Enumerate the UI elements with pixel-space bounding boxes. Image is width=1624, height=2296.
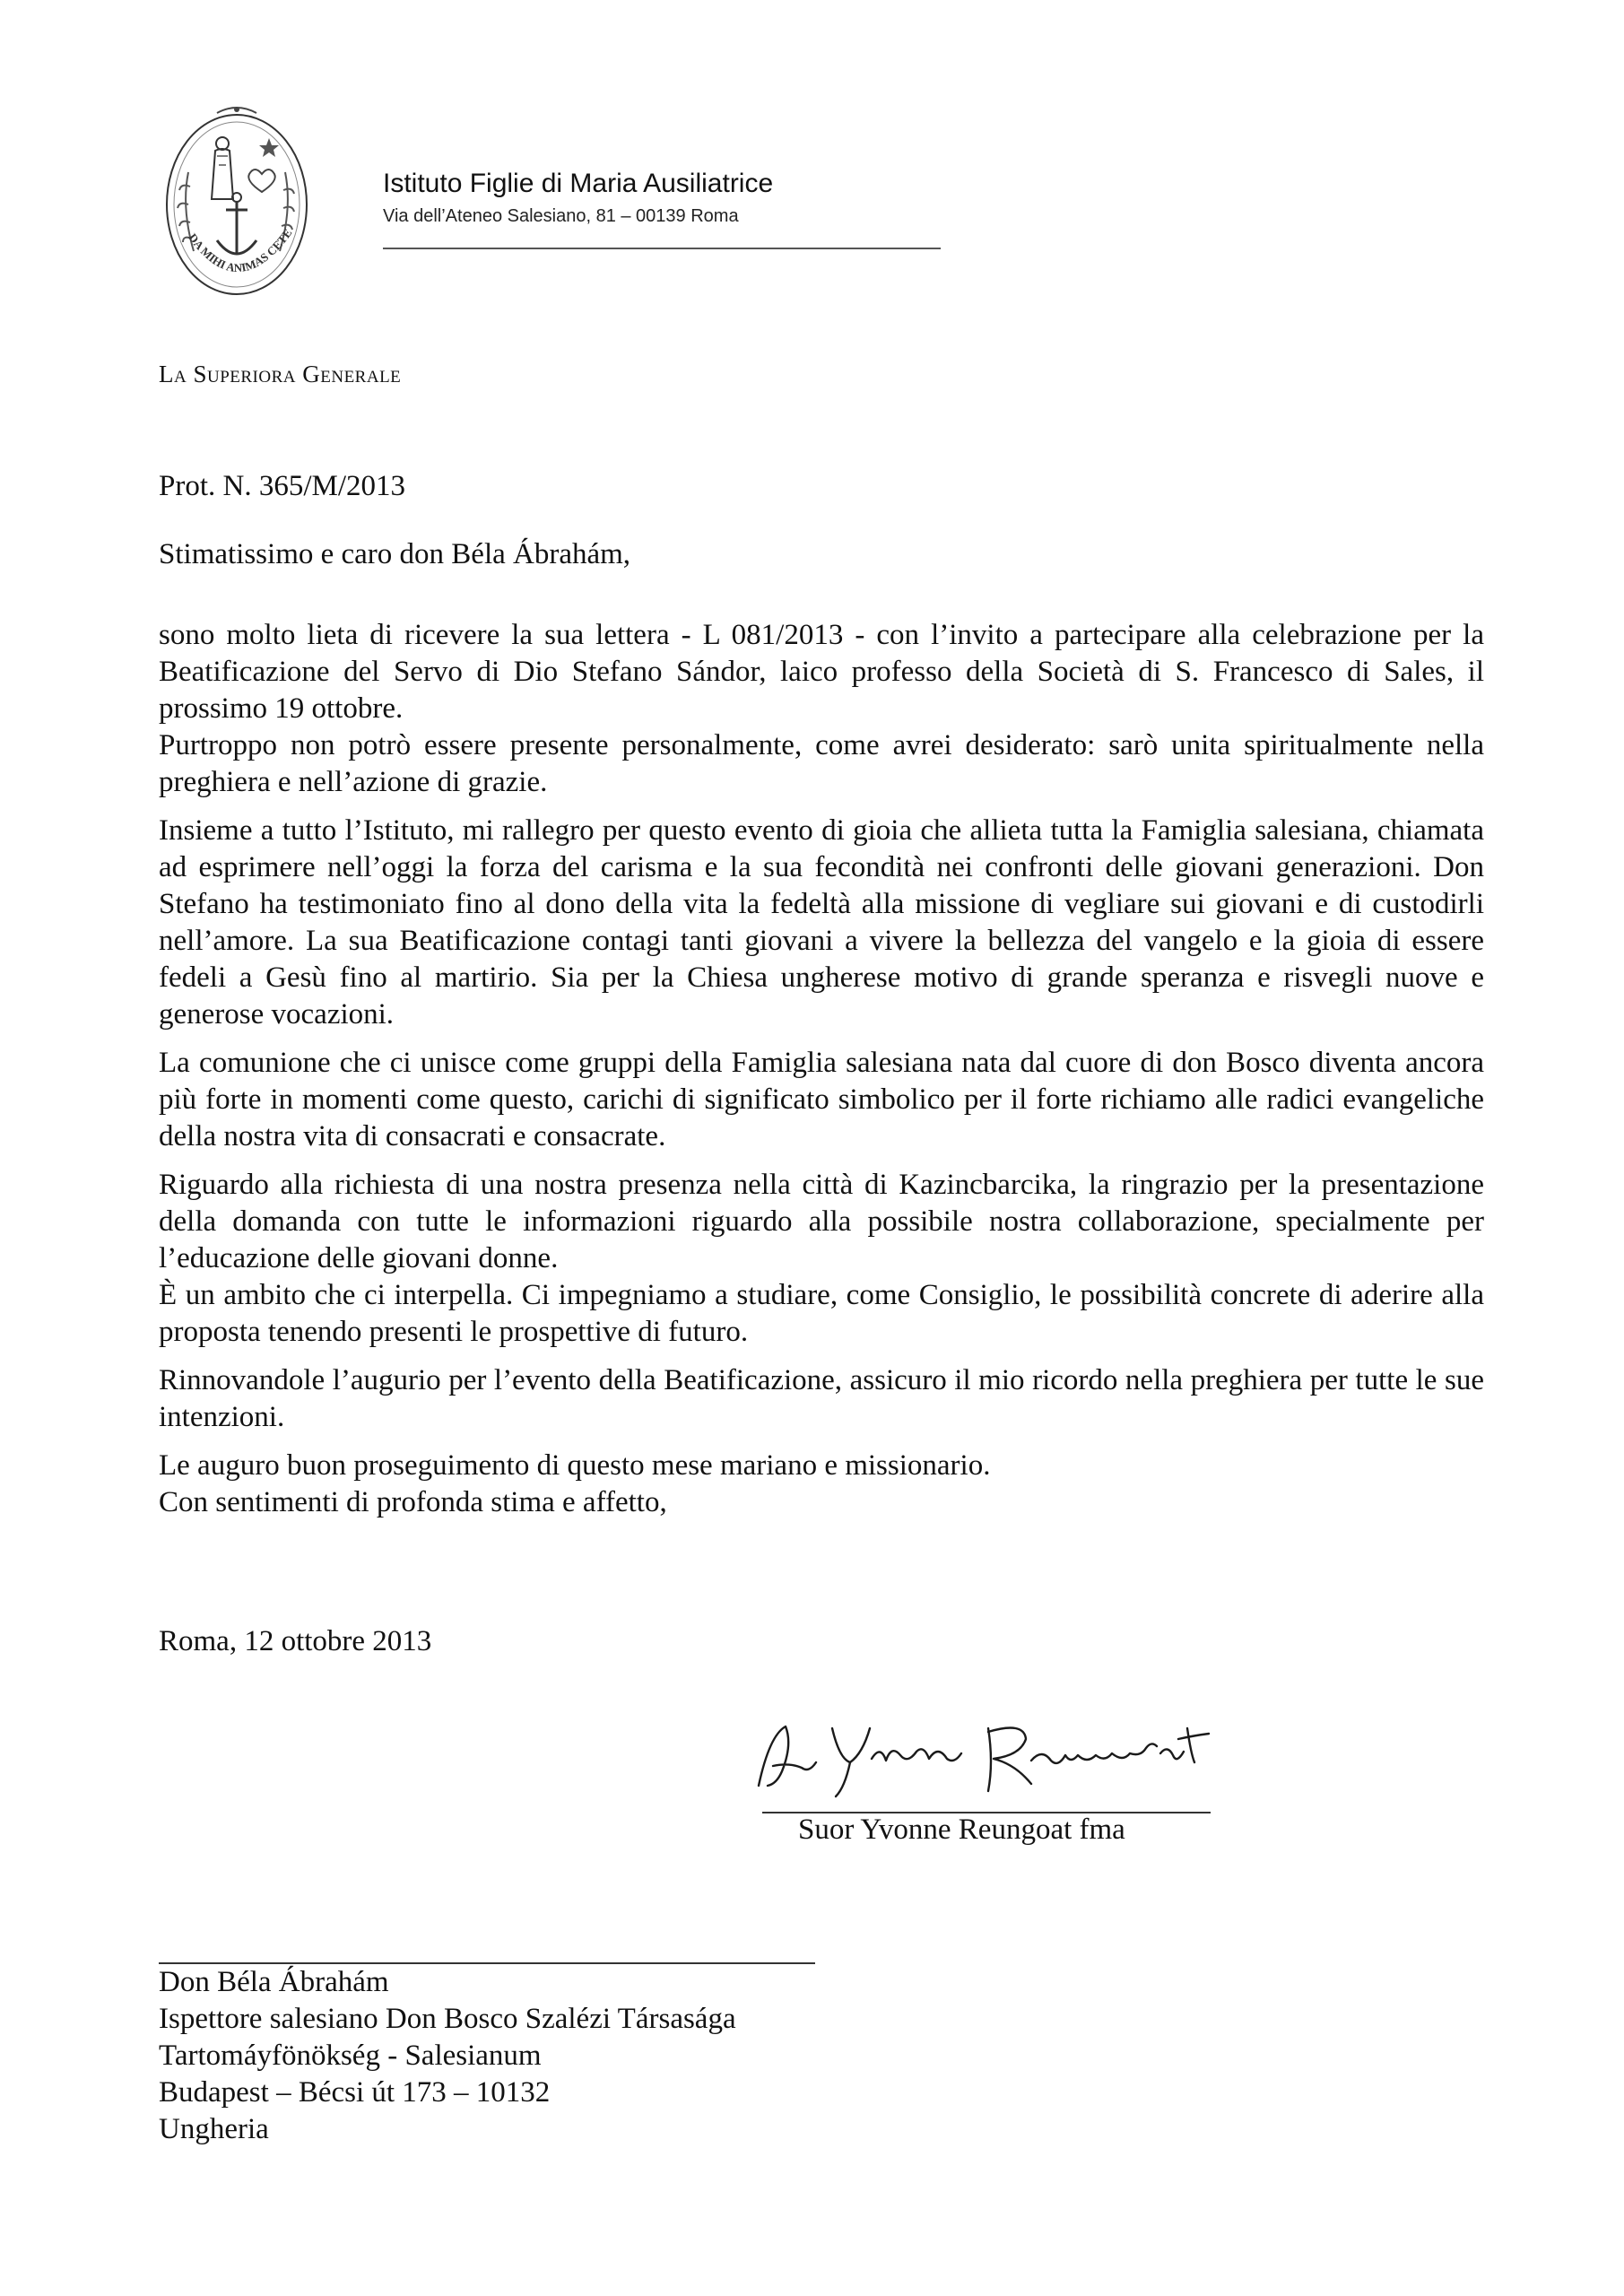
recipient-name: Don Béla Ábrahám (159, 1966, 389, 1998)
body-paragraph-2: Purtroppo non potrò essere presente personalmente, come avrei desiderato: sarò unita spiritualmente nella preghiera e nell’azione di grazie. (159, 729, 1484, 798)
closing-regards: Con sentimenti di profonda stima e affetto, (159, 1486, 667, 1518)
institute-seal-logo (161, 100, 312, 300)
sender-title: La Superiora Generale (159, 361, 402, 387)
recipient-block (159, 1964, 736, 2148)
closing-wish: Le auguro buon proseguimento di questo mese mariano e missionario. (159, 1449, 991, 1482)
recipient-line-1: Ispettore salesiano Don Bosco Szalézi Társasága (159, 2003, 736, 2035)
recipient-line-2: Tartomáyfönökség - Salesianum (159, 2039, 542, 2072)
body-paragraph-5: Riguardo alla richiesta di una nostra presenza nella città di Kazincbarcika, la ringrazio per la presentazione della domanda con tutte le informazioni riguardo alla possibile nostra collaborazione, specialmente per l’educazione delle giovani donne. (159, 1169, 1484, 1274)
body-paragraph-3: Insieme a tutto l’Istituto, mi rallegro per questo evento di gioia che allieta tutta la Famiglia salesiana, chiamata ad esprimere nell’oggi la forza del carisma e la sua fecondità nei confronti delle giovani generazioni. Don Stefano ha testimoniato fino al dono della vita la fedeltà alla missione di vegliare sui giovani e di custodirli nell’amore. La sua Beatificazione contagi tanti giovani a vivere la bellezza del vangelo e la gioia di essere fedeli a Gesù fino al martirio. Sia per la Chiesa ungherese motivo di grande speranza e risvegli nuove e generose vocazioni. (159, 814, 1484, 1031)
protocol-number: Prot. N. 365/M/2013 (159, 470, 406, 502)
institute-address: Via dell’Ateneo Salesiano, 81 – 00139 Roma (383, 206, 739, 226)
recipient-line-3: Budapest – Bécsi út 173 – 10132 (159, 2076, 551, 2109)
svg-text:DA MIHI ANIMAS CETERA TOLLE: DA MIHI ANIMAS CETE (186, 226, 295, 275)
place-and-date: Roma, 12 ottobre 2013 (159, 1625, 432, 1657)
body-paragraph-4: La comunione che ci unisce come gruppi della Famiglia salesiana nata dal cuore di don Bosco diventa ancora più forte in momenti come questo, carichi di significato simbolico per il forte richiamo alle radici evangeliche della nostra vita di consacrati e consacrate. (159, 1047, 1484, 1152)
institute-name: Istituto Figlie di Maria Ausiliatrice (383, 169, 774, 198)
letterhead-divider (383, 248, 941, 249)
handwritten-signature (746, 1709, 1212, 1805)
letter-body (159, 617, 1484, 1533)
body-paragraph-1: sono molto lieta di ricevere la sua lettera - L 081/2013 - con l’invito a partecipare alla celebrazione per la Beatificazione del Servo di Dio Stefano Sándor, laico professo della Società di S. Francesco di Sales, il prossimo 19 ottobre. (159, 619, 1484, 725)
body-paragraph-6: È un ambito che ci interpella. Ci impegniamo a studiare, come Consiglio, le possibilità concrete di aderire alla proposta tenendo presenti le prospettive di futuro. (159, 1279, 1484, 1348)
salutation: Stimatissimo e caro don Béla Ábrahám, (159, 538, 631, 570)
body-paragraph-7: Rinnovandole l’augurio per l’evento della Beatificazione, assicuro il mio ricordo nella preghiera per tutte le sue intenzioni. (159, 1364, 1484, 1433)
signer-name: Suor Yvonne Reungoat fma (798, 1813, 1125, 1846)
recipient-line-4: Ungheria (159, 2113, 269, 2145)
